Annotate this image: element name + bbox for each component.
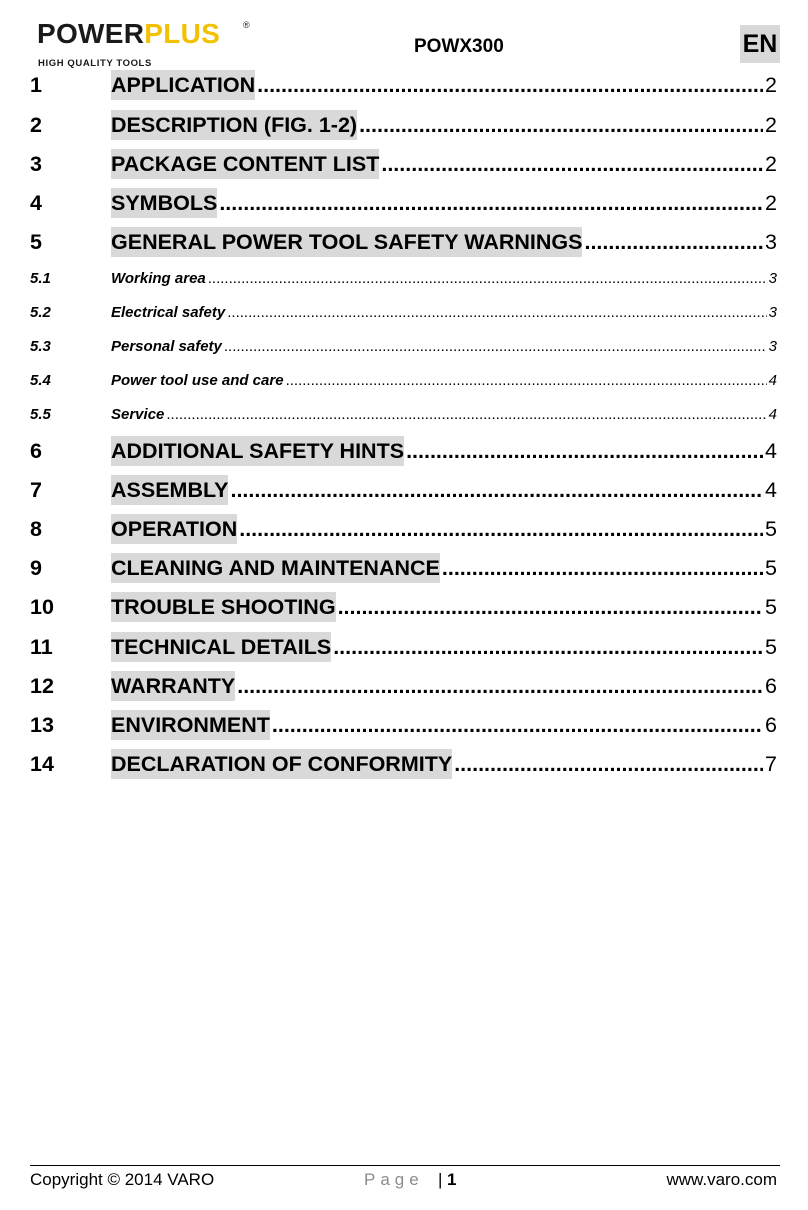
toc-entry-2[interactable] [30, 110, 777, 140]
toc-entry-14[interactable] [30, 749, 777, 779]
toc-title: Electrical safety [111, 304, 226, 321]
toc-page: 5 [765, 595, 777, 619]
brand-word-accent: PLUS [144, 18, 221, 49]
footer-copyright: Copyright © 2014 VARO [30, 1170, 215, 1189]
toc-page: 5 [765, 517, 777, 541]
toc-entry-6[interactable] [30, 436, 777, 466]
toc-leader [227, 302, 766, 324]
toc-title: PACKAGE CONTENT LIST [111, 149, 379, 179]
toc-page: 4 [765, 478, 777, 502]
toc-title: Working area [111, 270, 206, 287]
toc-entry-13[interactable] [30, 710, 777, 740]
toc-number: 10 [30, 595, 54, 619]
toc-entry-9[interactable] [30, 553, 777, 583]
toc-title: GENERAL POWER TOOL SAFETY WARNINGS [111, 227, 582, 257]
toc-entry-7[interactable] [30, 475, 777, 505]
toc-number: 5.5 [30, 406, 51, 423]
toc-leader [237, 671, 763, 701]
toc-leader [333, 632, 763, 662]
toc-page: 2 [765, 73, 777, 97]
toc-leader [239, 514, 763, 544]
toc-leader [272, 710, 763, 740]
toc-entry-5-3[interactable] [30, 336, 777, 358]
toc-page: 2 [765, 113, 777, 137]
toc-leader [381, 149, 763, 179]
toc-number: 5.1 [30, 270, 51, 287]
toc-number: 13 [30, 713, 54, 737]
toc-title: DECLARATION OF CONFORMITY [111, 749, 452, 779]
toc-page: 4 [768, 406, 777, 423]
toc-number: 9 [30, 556, 42, 580]
toc-entry-8[interactable] [30, 514, 777, 544]
toc-page: 3 [768, 304, 777, 321]
toc-number: 3 [30, 152, 42, 176]
toc-leader [442, 553, 763, 583]
toc-entry-5[interactable] [30, 227, 777, 257]
toc-entry-3[interactable] [30, 149, 777, 179]
toc-entry-11[interactable] [30, 632, 777, 662]
language-badge: EN [740, 25, 780, 63]
toc-page: 4 [765, 439, 777, 463]
toc-title: TECHNICAL DETAILS [111, 632, 331, 662]
toc-leader [359, 110, 763, 140]
toc-entry-5-5[interactable] [30, 404, 777, 426]
toc-entry-4[interactable] [30, 188, 777, 218]
toc-leader [224, 336, 767, 358]
toc-page: 3 [765, 230, 777, 254]
footer-page-separator: | [438, 1170, 443, 1189]
toc-title: APPLICATION [111, 70, 255, 100]
toc-title: CLEANING AND MAINTENANCE [111, 553, 440, 583]
toc-entry-5-2[interactable] [30, 302, 777, 324]
toc-number: 8 [30, 517, 42, 541]
toc-title: TROUBLE SHOOTING [111, 592, 336, 622]
toc-number: 2 [30, 113, 42, 137]
footer-divider [30, 1165, 780, 1166]
toc-number: 4 [30, 191, 42, 215]
toc-page: 5 [765, 556, 777, 580]
toc-title: Power tool use and care [111, 372, 284, 389]
toc-title: Service [111, 406, 165, 423]
toc-number: 7 [30, 478, 42, 502]
toc-leader [338, 592, 763, 622]
toc-page: 5 [765, 635, 777, 659]
toc-number: 1 [30, 73, 42, 97]
toc-leader [208, 268, 767, 290]
footer-page-number: 1 [447, 1170, 457, 1189]
toc-number: 12 [30, 674, 54, 698]
brand-logo [37, 18, 252, 69]
toc-leader [219, 188, 763, 218]
toc-title: OPERATION [111, 514, 237, 544]
toc-number: 5.2 [30, 304, 51, 321]
toc-title: ENVIRONMENT [111, 710, 270, 740]
toc-page: 2 [765, 152, 777, 176]
toc-page: 7 [765, 752, 777, 776]
toc-leader [257, 70, 763, 100]
toc-page: 2 [765, 191, 777, 215]
toc-number: 14 [30, 752, 54, 776]
brand-tagline: HIGH QUALITY TOOLS [38, 58, 152, 69]
toc-title: DESCRIPTION (FIG. 1-2) [111, 110, 357, 140]
footer-page-label: Page [364, 1170, 424, 1189]
toc-entry-10[interactable] [30, 592, 777, 622]
toc-title: ADDITIONAL SAFETY HINTS [111, 436, 404, 466]
toc-number: 5.4 [30, 372, 51, 389]
toc-leader [584, 227, 763, 257]
toc-title: Personal safety [111, 338, 222, 355]
toc-entry-5-4[interactable] [30, 370, 777, 392]
brand-word-dark: POWER [37, 18, 145, 49]
toc-title: WARRANTY [111, 671, 235, 701]
toc-page: 3 [768, 338, 777, 355]
toc-page: 3 [768, 270, 777, 287]
toc-leader [454, 749, 763, 779]
toc-number: 5.3 [30, 338, 51, 355]
model-number: POWX300 [414, 36, 504, 57]
toc-page: 6 [765, 674, 777, 698]
brand-wordmark [37, 19, 220, 49]
toc-number: 11 [30, 635, 53, 659]
toc-entry-5-1[interactable] [30, 268, 777, 290]
toc-entry-12[interactable] [30, 671, 777, 701]
toc-page: 6 [765, 713, 777, 737]
toc-entry-1[interactable] [30, 70, 777, 100]
toc-title: SYMBOLS [111, 188, 217, 218]
toc-number: 5 [30, 230, 42, 254]
footer-website-link[interactable]: www.varo.com [666, 1170, 777, 1189]
toc-title: ASSEMBLY [111, 475, 228, 505]
toc-number: 6 [30, 439, 42, 463]
toc-page: 4 [768, 372, 777, 389]
toc-leader [166, 404, 766, 426]
toc-leader [230, 475, 763, 505]
toc-leader [286, 370, 767, 392]
toc-leader [406, 436, 763, 466]
registered-mark: ® [243, 20, 250, 30]
